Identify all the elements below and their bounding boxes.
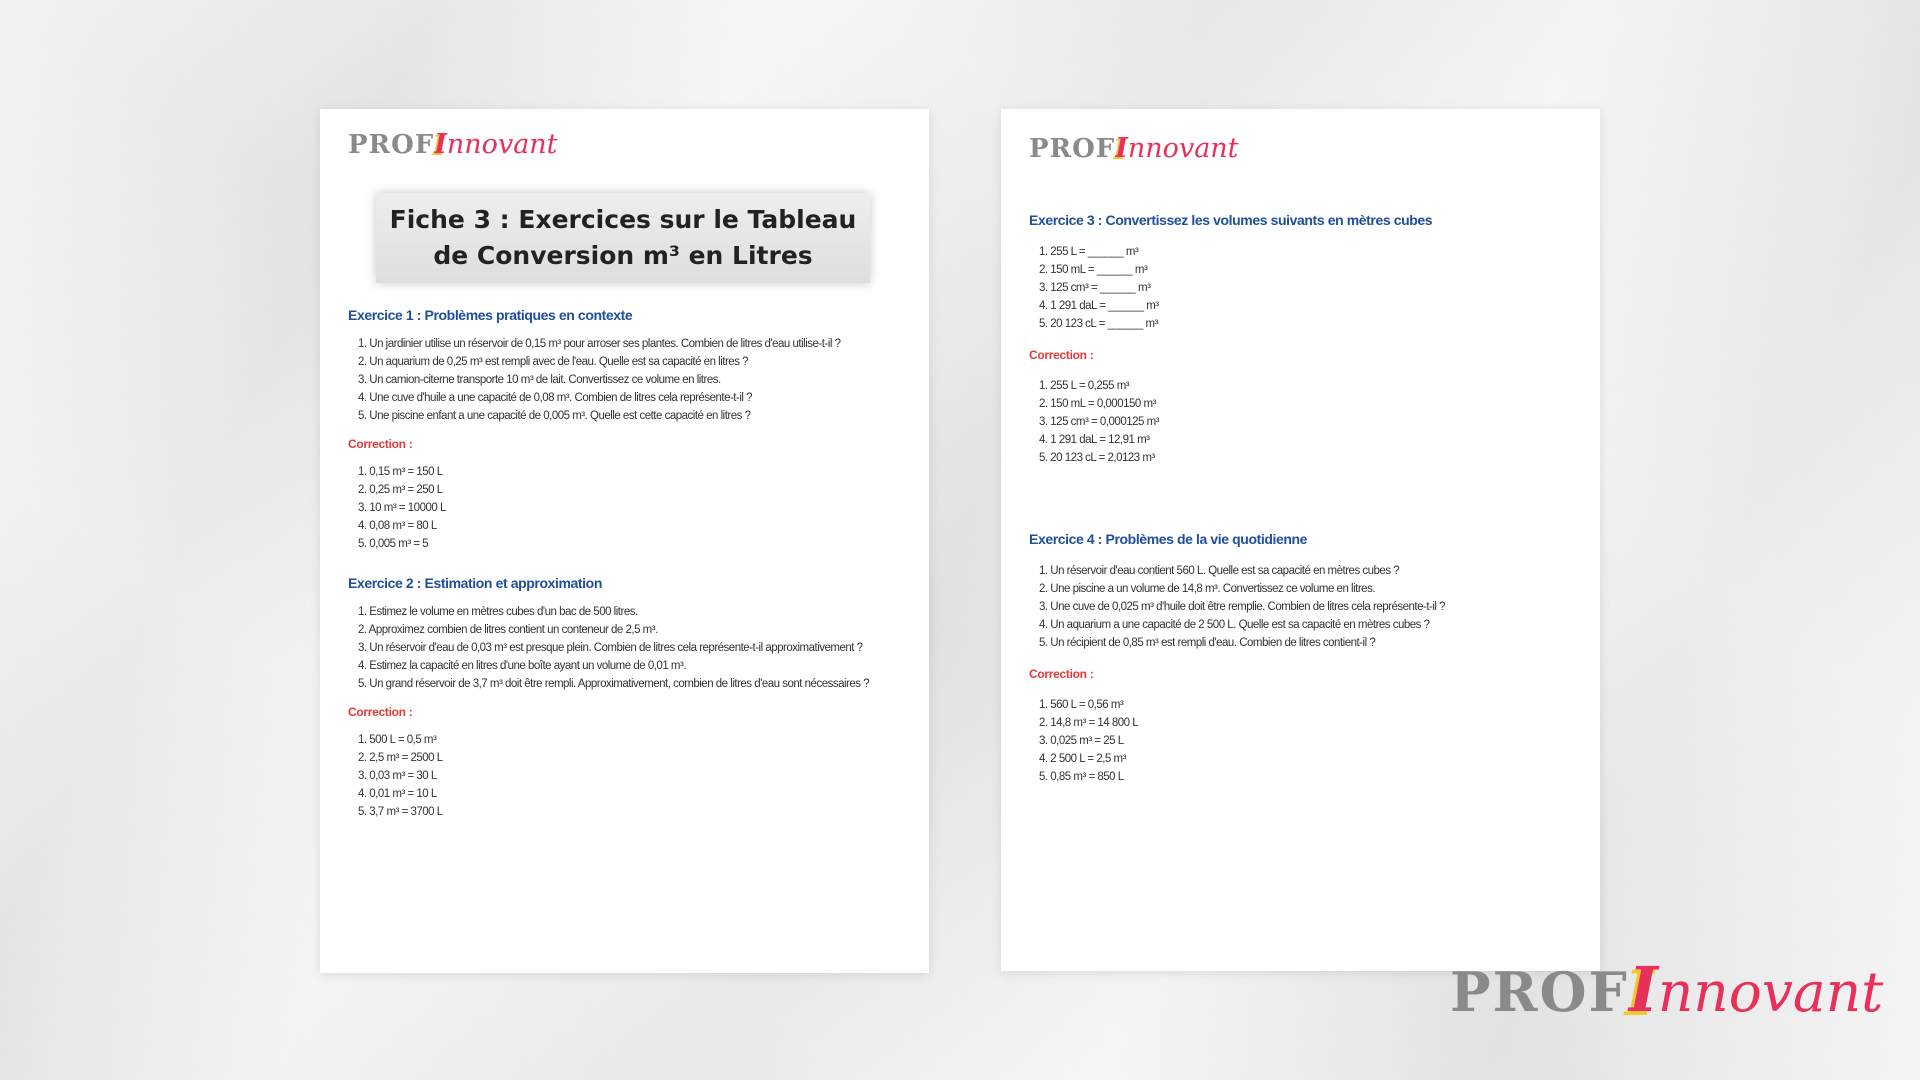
question-item: 2. 150 mL = ______ m³ bbox=[1039, 264, 1148, 276]
exercise-3-questions bbox=[1029, 243, 1574, 333]
question-item: 3. Un camion-citerne transporte 10 m³ de lait. Convertissez ce volume en litres. bbox=[358, 374, 721, 386]
answer-item: 5. 20 123 cL = 2,0123 m³ bbox=[1039, 452, 1155, 464]
exercise-2-answers bbox=[348, 731, 903, 821]
question-item: 2. Un aquarium de 0,25 m³ est rempli avec de l'eau. Quelle est sa capacité en litres ? bbox=[358, 356, 749, 368]
exercise-2-questions bbox=[348, 603, 903, 693]
brand-logo bbox=[1029, 133, 1239, 164]
logo-i-letter: I bbox=[1115, 133, 1128, 164]
answer-item: 2. 150 mL = 0,000150 m³ bbox=[1039, 398, 1156, 410]
exercise-3-correction-label: Correction : bbox=[1029, 348, 1094, 362]
question-item: 1. 255 L = ______ m³ bbox=[1039, 246, 1139, 258]
question-item: 3. Un réservoir d'eau de 0,03 m³ est presque plein. Combien de litres cela représente-t-il approximativement ? bbox=[358, 642, 863, 654]
brand-logo bbox=[348, 129, 558, 160]
answer-item: 3. 10 m³ = 10000 L bbox=[358, 502, 446, 514]
worksheet-page-left bbox=[320, 109, 929, 973]
answer-item: 4. 0,01 m³ = 10 L bbox=[358, 788, 437, 800]
logo-prof-text: PROF bbox=[348, 130, 435, 160]
answer-item: 4. 0,08 m³ = 80 L bbox=[358, 520, 437, 532]
question-item: 5. 20 123 cL = ______ m³ bbox=[1039, 318, 1158, 330]
question-item: 2. Une piscine a un volume de 14,8 m³. Convertissez ce volume en litres. bbox=[1039, 583, 1376, 595]
question-item: 1. Estimez le volume en mètres cubes d'un bac de 500 litres. bbox=[358, 606, 638, 618]
answer-item: 2. 0,25 m³ = 250 L bbox=[358, 484, 443, 496]
worksheet-title-box bbox=[376, 193, 870, 283]
brand-logo-large bbox=[1450, 953, 1883, 1026]
question-item: 1. Un réservoir d'eau contient 560 L. Quelle est sa capacité en mètres cubes ? bbox=[1039, 565, 1400, 577]
exercise-4-correction-label: Correction : bbox=[1029, 667, 1094, 681]
exercise-4-answers bbox=[1029, 696, 1574, 786]
logo-i-letter: I bbox=[1628, 953, 1658, 1026]
answer-item: 3. 125 cm³ = 0,000125 m³ bbox=[1039, 416, 1160, 428]
logo-rest-text: nnovant bbox=[446, 129, 558, 160]
answer-item: 1. 500 L = 0,5 m³ bbox=[358, 734, 437, 746]
question-item: 3. 125 cm³ = ______ m³ bbox=[1039, 282, 1151, 294]
answer-item: 3. 0,03 m³ = 30 L bbox=[358, 770, 437, 782]
question-item: 2. Approximez combien de litres contient un conteneur de 2,5 m³. bbox=[358, 624, 658, 636]
exercise-3-title: Exercice 3 : Convertissez les volumes suivants en mètres cubes bbox=[1029, 212, 1433, 228]
exercise-1-title: Exercice 1 : Problèmes pratiques en contexte bbox=[348, 307, 633, 323]
question-item: 3. Une cuve de 0,025 m³ d'huile doit être remplie. Combien de litres cela représente-t-il ? bbox=[1039, 601, 1446, 613]
exercise-2-correction-label: Correction : bbox=[348, 705, 413, 719]
right-page-content bbox=[1029, 212, 1574, 786]
question-item: 1. Un jardinier utilise un réservoir de 0,15 m³ pour arroser ses plantes. Combien de litres d'eau utilise-t-il ? bbox=[358, 338, 841, 350]
exercise-1-answers bbox=[348, 463, 903, 553]
question-item: 5. Un récipient de 0,85 m³ est rempli d'eau. Combien de litres contient-il ? bbox=[1039, 637, 1376, 649]
answer-item: 4. 2 500 L = 2,5 m³ bbox=[1039, 753, 1126, 765]
exercise-3-answers bbox=[1029, 377, 1574, 467]
logo-rest-text: nnovant bbox=[1657, 960, 1884, 1024]
answer-item: 5. 3,7 m³ = 3700 L bbox=[358, 806, 443, 818]
worksheet-page-right bbox=[1001, 109, 1600, 971]
exercise-1-correction-label: Correction : bbox=[348, 437, 413, 451]
answer-item: 2. 2,5 m³ = 2500 L bbox=[358, 752, 443, 764]
answer-item: 5. 0,85 m³ = 850 L bbox=[1039, 771, 1124, 783]
answer-item: 4. 1 291 daL = 12,91 m³ bbox=[1039, 434, 1150, 446]
question-item: 4. Un aquarium a une capacité de 2 500 L. Quelle est sa capacité en mètres cubes ? bbox=[1039, 619, 1430, 631]
answer-item: 1. 0,15 m³ = 150 L bbox=[358, 466, 443, 478]
logo-prof-text: PROF bbox=[1450, 960, 1629, 1024]
logo-rest-text: nnovant bbox=[1127, 133, 1239, 164]
question-item: 4. 1 291 daL = ______ m³ bbox=[1039, 300, 1159, 312]
question-item: 4. Estimez la capacité en litres d'une boîte ayant un volume de 0,01 m³. bbox=[358, 660, 687, 672]
exercise-2-title: Exercice 2 : Estimation et approximation bbox=[348, 575, 602, 591]
answer-item: 3. 0,025 m³ = 25 L bbox=[1039, 735, 1124, 747]
question-item: 5. Un grand réservoir de 3,7 m³ doit être rempli. Approximativement, combien de litres d'eau sont nécessaires ? bbox=[358, 678, 870, 690]
exercise-4-title: Exercice 4 : Problèmes de la vie quotidienne bbox=[1029, 531, 1308, 547]
left-page-content bbox=[348, 307, 903, 821]
exercise-1-questions bbox=[348, 335, 903, 425]
question-item: 5. Une piscine enfant a une capacité de 0,005 m³. Quelle est cette capacité en litres ? bbox=[358, 410, 751, 422]
answer-item: 1. 255 L = 0,255 m³ bbox=[1039, 380, 1130, 392]
worksheet-title-line-1: Fiche 3 : Exercices sur le Tableau bbox=[389, 205, 857, 234]
answer-item: 2. 14,8 m³ = 14 800 L bbox=[1039, 717, 1139, 729]
worksheet-title-line-2: de Conversion m³ en Litres bbox=[433, 241, 813, 270]
answer-item: 1. 560 L = 0,56 m³ bbox=[1039, 699, 1124, 711]
answer-item: 5. 0,005 m³ = 5 bbox=[358, 538, 429, 550]
question-item: 4. Une cuve d'huile a une capacité de 0,08 m³. Combien de litres cela représente-t-il ? bbox=[358, 392, 753, 404]
logo-i-letter: I bbox=[434, 129, 447, 160]
logo-prof-text: PROF bbox=[1029, 134, 1116, 164]
exercise-4-questions bbox=[1029, 562, 1574, 652]
